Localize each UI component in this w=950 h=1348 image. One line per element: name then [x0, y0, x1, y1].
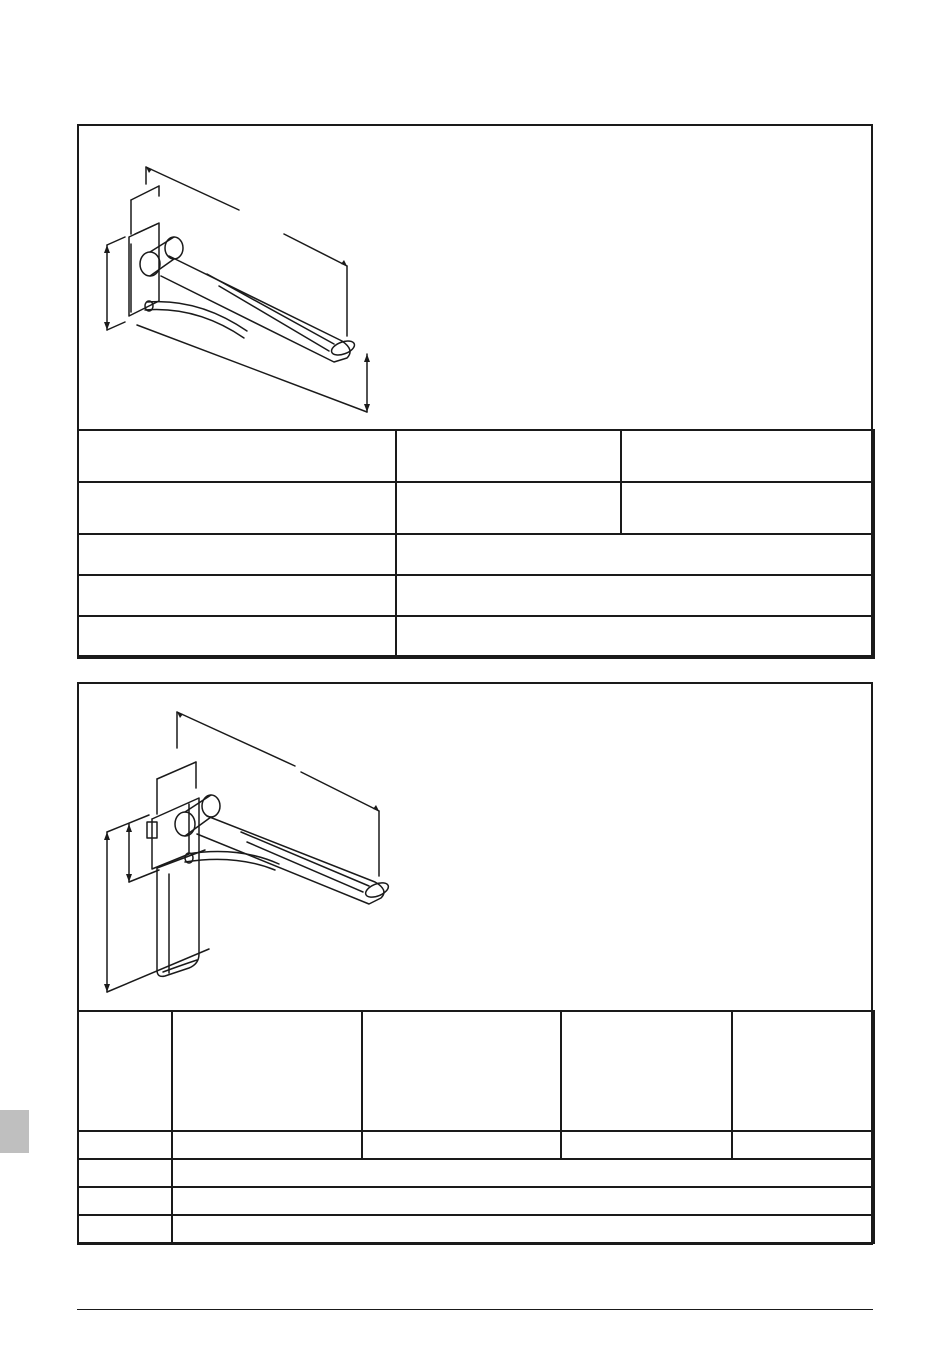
table-cell [621, 430, 874, 482]
table-header-cell [732, 1011, 874, 1131]
table-cell [78, 1131, 172, 1159]
chapter-tab [0, 1110, 29, 1153]
table-row [78, 616, 874, 658]
table-row [78, 1159, 874, 1187]
table-cell [78, 1187, 172, 1215]
table-row [78, 482, 874, 534]
table-row [78, 1215, 874, 1243]
table-cell [396, 534, 874, 575]
table-header-cell [362, 1011, 561, 1131]
product-panel-1 [77, 124, 873, 657]
table-cell [732, 1131, 874, 1159]
table-cell [78, 616, 396, 658]
table-header-cell [78, 1011, 172, 1131]
table-cell [78, 1159, 172, 1187]
table-cell [396, 482, 621, 534]
table-cell [621, 482, 874, 534]
table-row [78, 430, 874, 482]
product-panel-2 [77, 682, 873, 1245]
table-header-cell [561, 1011, 732, 1131]
spec-table-2 [77, 1010, 875, 1244]
table-cell [362, 1131, 561, 1159]
grab-rail-with-mounting-plate-icon [79, 684, 875, 1010]
table-cell [561, 1131, 732, 1159]
table-header-row [78, 1011, 874, 1131]
footer-divider [77, 1309, 873, 1310]
table-cell [78, 482, 396, 534]
table-row [78, 534, 874, 575]
table-cell [396, 616, 874, 658]
table-header-cell [172, 1011, 362, 1131]
table-cell [78, 1215, 172, 1243]
table-cell [172, 1187, 874, 1215]
table-cell [396, 575, 874, 616]
spec-table-1 [77, 429, 875, 659]
table-cell [172, 1215, 874, 1243]
table-cell [172, 1131, 362, 1159]
table-cell [78, 534, 396, 575]
table-cell [78, 430, 396, 482]
table-cell [396, 430, 621, 482]
table-row [78, 575, 874, 616]
grab-rail-wall-mounted-icon [79, 126, 875, 429]
table-cell [172, 1159, 874, 1187]
table-cell [78, 575, 396, 616]
table-row [78, 1131, 874, 1159]
table-row [78, 1187, 874, 1215]
